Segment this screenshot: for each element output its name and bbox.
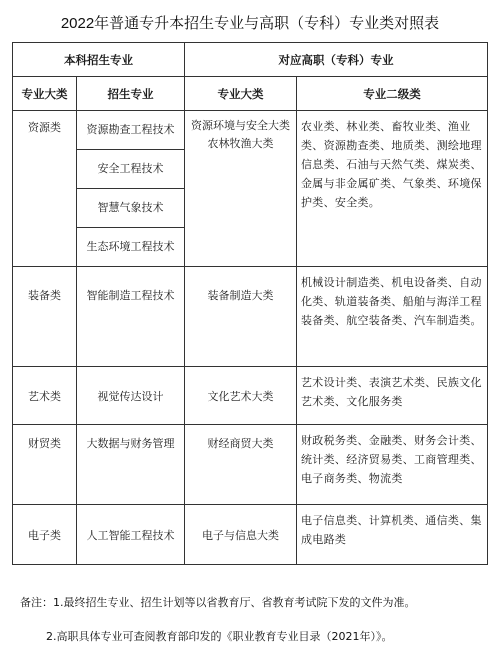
note-1: 备注：1.最终招生专业、招生计划等以省教育厅、省教育考试院下发的文件为准。 [20,596,416,609]
row-category: 电子类 [13,505,77,565]
table-row [13,111,488,267]
row-category: 装备类 [13,267,77,367]
row-higher-category: 财经商贸大类 [185,425,297,505]
header-higher-category: 专业大类 [185,77,297,111]
row-major: 视觉传达设计 [77,367,185,425]
table-row [13,367,488,425]
note-2: 2.高职具体专业可查阅教育部印发的《职业教育专业目录（2021年）》。 [46,630,393,643]
page-title: 2022年普通专升本招生专业与高职（专科）专业类对照表 [60,15,440,32]
major-item: 资源勘查工程技术 [77,111,184,150]
header-major: 招生专业 [77,77,185,111]
table-row [13,505,488,565]
header-second-level: 专业二级类 [297,77,488,111]
row-major: 智能制造工程技术 [77,267,185,367]
row-majors [77,111,185,267]
row-higher-category: 电子与信息大类 [185,505,297,565]
row-major: 大数据与财务管理 [77,425,185,505]
table-row [13,267,488,367]
row-category: 财贸类 [13,425,77,505]
row-higher-category: 文化艺术大类 [185,367,297,425]
row-second-level: 财政税务类、金融类、财务会计类、统计类、经济贸易类、工商管理类、电子商务类、物流类 [297,425,488,505]
row-higher-categories [185,111,297,267]
major-item: 智慧气象技术 [77,189,184,228]
header-category: 专业大类 [13,77,77,111]
row-second-level: 电子信息类、计算机类、通信类、集成电路类 [297,505,488,565]
row-higher-category: 装备制造大类 [185,267,297,367]
higher-category-item: 资源环境与安全大类 [191,119,290,132]
row-major: 人工智能工程技术 [77,505,185,565]
header-undergrad-group: 本科招生专业 [13,43,185,77]
row-second-level: 机械设计制造类、机电设备类、自动化类、轨道装备类、船舶与海洋工程装备类、航空装备类、汽车制造类。 [297,267,488,367]
row-category: 艺术类 [13,367,77,425]
row-second-level: 艺术设计类、表演艺术类、民族文化艺术类、文化服务类 [297,367,488,425]
row-category: 资源类 [13,111,77,267]
higher-category-item: 农林牧渔大类 [207,137,274,150]
major-item: 安全工程技术 [77,150,184,189]
row-second-level: 农业类、林业类、畜牧业类、渔业类、资源勘查类、地质类、测绘地理信息类、石油与天然气类、煤炭类、金属与非金属矿类、气象类、环境保护类、安全类。 [297,111,488,267]
header-vocational-group: 对应高职（专科）专业 [185,43,488,77]
major-item: 生态环境工程技术 [86,240,175,253]
header-sub-row [13,77,488,111]
header-group-row [13,43,488,77]
comparison-table [12,42,488,565]
table-row [13,425,488,505]
